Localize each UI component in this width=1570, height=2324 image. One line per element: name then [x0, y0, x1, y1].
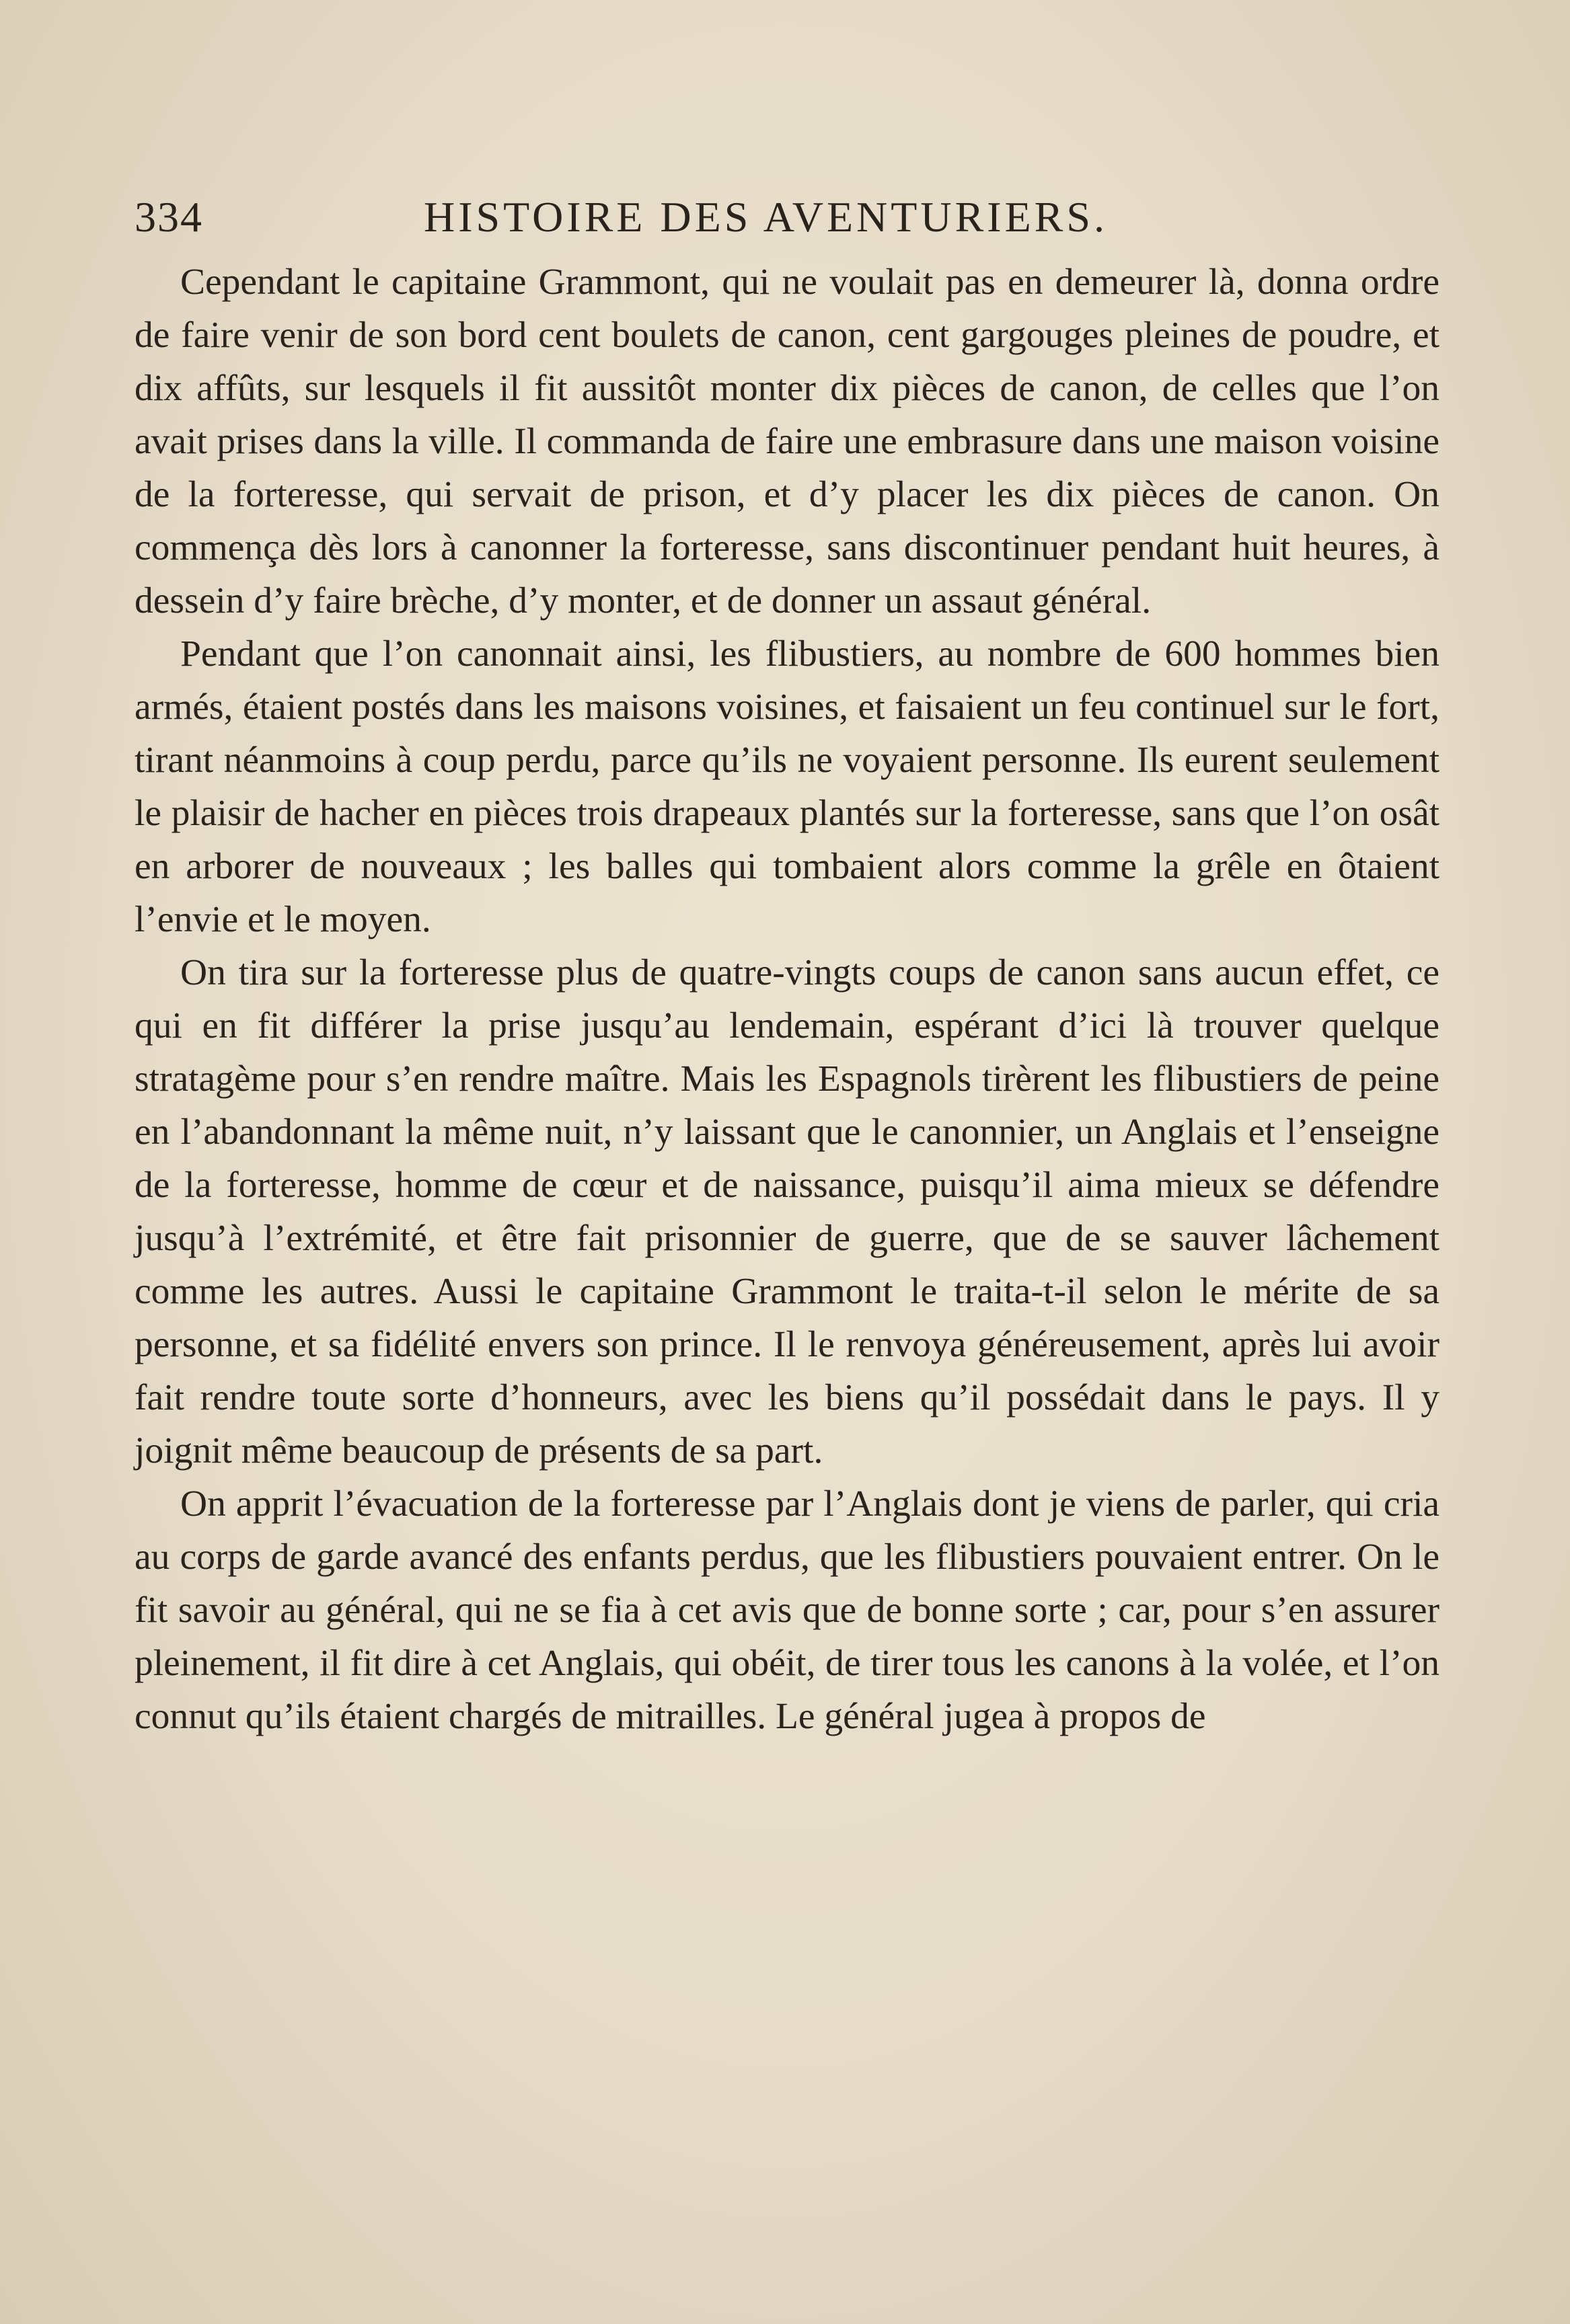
paragraph: On apprit l’évacuation de la forteresse par l’Anglais dont je viens de parler, qui cria au corps de garde avancé des enfants perdus, que les flibustiers pouvaient entrer. On le fit savoir au général, qui ne se fia à cet avis que de bonne sorte ; car, pour s’en assurer pleinement, il fit dire à cet Anglais, qui obéit, de tirer tous les canons à la volée, et l’on connut qu’ils étaient chargés de mitrailles. Le général jugea à propos de: [135, 1483, 1440, 1737]
paragraph: Cependant le capitaine Grammont, qui ne voulait pas en demeurer là, donna ordre de faire venir de son bord cent boulets de canon, cent gargouges pleines de poudre, et dix affûts, sur lesquels il fit aussitôt monter dix pièces de canon, de celles que l’on avait prises dans la ville. Il commanda de faire une embrasure dans une maison voisine de la forteresse, qui servait de prison, et d’y placer les dix pièces de canon. On commença dès lors à canonner la forteresse, sans discontinuer pendant huit heures, à dessein d’y faire brèche, d’y monter, et de donner un assaut général.: [135, 262, 1440, 621]
paragraph: Pendant que l’on canonnait ainsi, les flibustiers, au nombre de 600 hommes bien armés, étaient postés dans les maisons voisines, et faisaient un feu continuel sur le fort, tirant néanmoins à coup perdu, parce qu’ils ne voyaient personne. Ils eurent seulement le plaisir de hacher en pièces trois drapeaux plantés sur la forteresse, sans que l’on osât en arborer de nouveaux ; les balles qui tombaient alors comme la grêle en ôtaient l’envie et le moyen.: [135, 633, 1440, 940]
body-text: [135, 256, 1440, 1743]
page-header: [135, 192, 1440, 246]
paragraph: On tira sur la forteresse plus de quatre-vingts coups de canon sans aucun effet, ce qui en fit différer la prise jusqu’au lendemain, espérant d’ici là trouver quelque stratagème pour s’en rendre maître. Mais les Espagnols tirèrent les flibustiers de peine en l’abandonnant la même nuit, n’y laissant que le canonnier, un Anglais et l’enseigne de la forteresse, homme de cœur et de naissance, puisqu’il aima mieux se défendre jusqu’à l’extrémité, et être fait prisonnier de guerre, que de se sauver lâchement comme les autres. Aussi le capitaine Grammont le traita-t-il selon le mérite de sa personne, et sa fidélité envers son prince. Il le renvoya généreusement, après lui avoir fait rendre toute sorte d’honneurs, avec les biens qu’il possédait dans le pays. Il y joignit même beaucoup de présents de sa part.: [135, 952, 1440, 1471]
running-title: HISTOIRE DES AVENTURIERS.: [424, 193, 1108, 241]
page-number: 334: [135, 193, 203, 241]
